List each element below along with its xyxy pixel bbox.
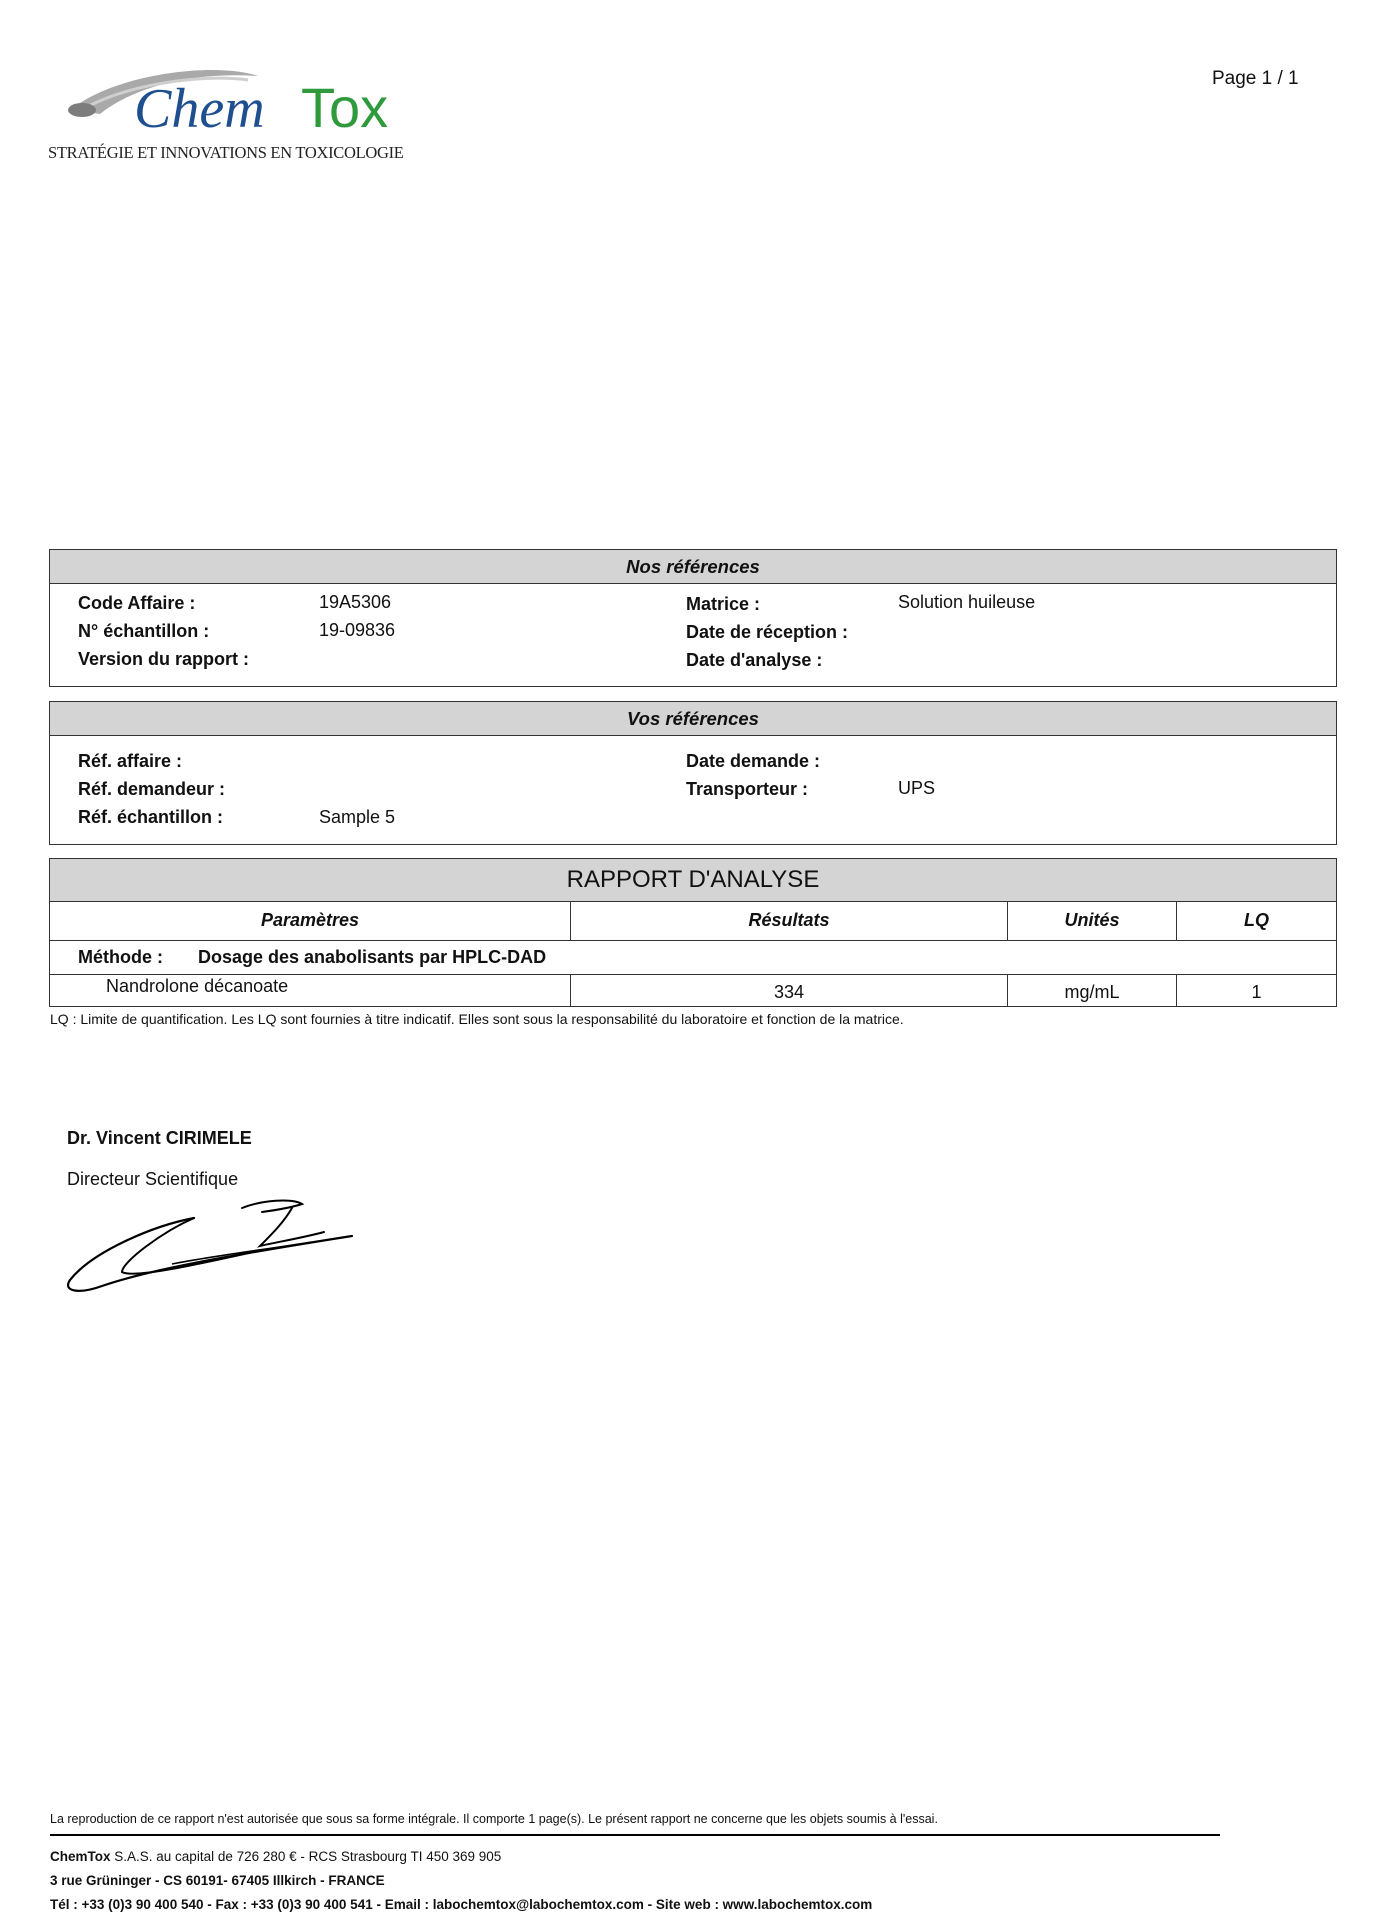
signer-title: Directeur Scientifique <box>67 1169 239 1189</box>
company-contact: Tél : +33 (0)3 90 400 540 - Fax : +33 (0)3 90 400 541 - Email : labochemtox@labochemtox.com - Site web : www.labochemtox.com <box>50 1897 873 1912</box>
ref-demandeur-label: Réf. demandeur : <box>78 779 226 799</box>
company-address: 3 rue Grüninger - CS 60191- 67405 Illkirch - FRANCE <box>50 1873 385 1888</box>
nos-references-title: Nos références <box>50 550 1336 584</box>
company-name: ChemTox <box>50 1849 111 1864</box>
col-resultats: Résultats <box>571 901 1008 940</box>
chemtox-logo <box>48 62 428 172</box>
svg-text:Chem: Chem <box>134 78 265 140</box>
vos-references-box <box>49 701 1337 845</box>
transporteur-label: Transporteur : <box>686 779 809 799</box>
date-analyse-label: Date d'analyse : <box>686 650 823 670</box>
ref-echantillon-label: Réf. échantillon : <box>78 807 224 827</box>
reproduction-note: La reproduction de ce rapport n'est autorisée que sous sa forme intégrale. Il comporte 1 page(s). Le présent rapport ne concerne que les objets soumis à l'essai. <box>50 1812 938 1826</box>
cell-parametre-wrap <box>50 975 571 1007</box>
method-value: Dosage des anabolisants par HPLC-DAD <box>198 947 547 967</box>
svg-text:Tox: Tox <box>301 76 389 139</box>
echantillon-label: N° échantillon : <box>78 621 210 641</box>
date-demande-label: Date demande : <box>686 751 821 771</box>
signer-name: Dr. Vincent CIRIMELE <box>67 1128 252 1148</box>
col-parametres: Paramètres <box>50 901 571 940</box>
company-details: S.A.S. au capital de 726 280 € - RCS Strasbourg TI 450 369 905 <box>110 1849 502 1864</box>
svg-text:STRATÉGIE ET INNOVATIONS EN TO: STRATÉGIE ET INNOVATIONS EN TOXICOLOGIE <box>48 143 404 162</box>
col-unites: Unités <box>1008 901 1177 940</box>
cell-lq: 1 <box>1251 982 1262 1002</box>
page-number: Page 1 / 1 <box>1212 68 1299 89</box>
rapport-title: RAPPORT D'ANALYSE <box>50 859 1336 902</box>
matrice-label: Matrice : <box>686 594 761 614</box>
company-line <box>50 1849 501 1864</box>
lq-note: LQ : Limite de quantification. Les LQ sont fournies à titre indicatif. Elles sont sous la responsabilité du laboratoire et fonction de la matrice. <box>50 1011 904 1027</box>
handwritten-signature <box>62 1192 362 1302</box>
cell-unite: mg/mL <box>1008 975 1177 1007</box>
version-label: Version du rapport : <box>78 649 250 669</box>
transporteur-value: UPS <box>898 778 936 798</box>
cell-parametre: Nandrolone décanoate <box>106 976 289 996</box>
code-affaire-label: Code Affaire : <box>78 593 196 613</box>
ref-echantillon-value: Sample 5 <box>319 807 396 827</box>
table-header-row <box>50 901 1336 941</box>
matrice-value: Solution huileuse <box>898 592 1036 612</box>
nos-references-box <box>49 549 1337 687</box>
vos-references-title: Vos références <box>50 702 1336 736</box>
date-reception-label: Date de réception : <box>686 622 849 642</box>
method-row <box>50 941 1336 975</box>
cell-resultat: 334 <box>571 975 1008 1007</box>
table-row <box>50 975 1336 1007</box>
rapport-analyse-table <box>49 858 1337 1007</box>
method-label: Méthode : <box>78 947 163 967</box>
ref-affaire-label: Réf. affaire : <box>78 751 183 771</box>
echantillon-value: 19-09836 <box>319 620 396 640</box>
footer-divider <box>50 1834 1220 1836</box>
code-affaire-value: 19A5306 <box>319 592 392 612</box>
col-lq: LQ <box>1244 910 1269 930</box>
